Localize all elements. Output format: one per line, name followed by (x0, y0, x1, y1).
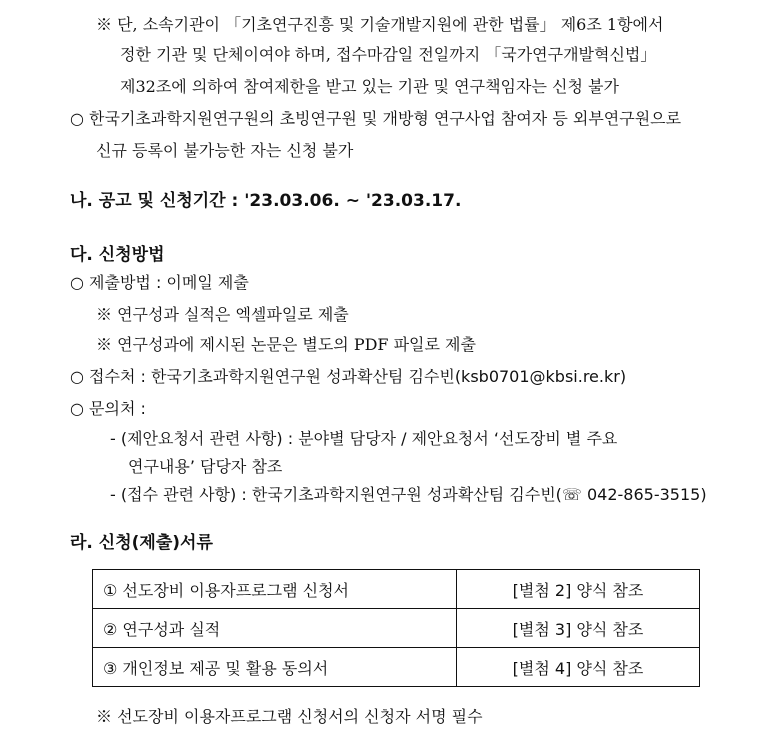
document-name: ① 선도장비 이용자프로그램 신청서 (93, 570, 457, 609)
document-form: [별첨 2] 양식 참조 (457, 570, 700, 609)
documents-table (92, 569, 700, 687)
receiver-contact: ○ 접수처 : 한국기초과학지원연구원 성과확산팀 김수빈(ksb0701@kbsi.re.kr) (70, 367, 627, 386)
section-documents-heading: 라. 신청(제출)서류 (70, 533, 213, 553)
inquiry-proposal-line-2: 연구내용’ 담당자 참조 (128, 457, 283, 476)
submission-method: ○ 제출방법 : 이메일 제출 (70, 273, 249, 292)
inquiry-reception: - (접수 관련 사항) : 한국기초과학지원연구원 성과확산팀 김수빈(☏ 042-865-3515) (110, 485, 707, 504)
submission-note-excel: ※ 연구성과 실적은 엑셀파일로 제출 (96, 305, 349, 324)
inquiry-label: ○ 문의처 : (70, 399, 146, 418)
signature-required-note: ※ 선도장비 이용자프로그램 신청서의 신청자 서명 필수 (96, 707, 483, 726)
section-application-method-heading: 다. 신청방법 (70, 245, 165, 265)
bullet-external-researcher-line-2: 신규 등록이 불가능한 자는 신청 불가 (96, 141, 354, 160)
note-eligibility-line-3: 제32조에 의하여 참여제한을 받고 있는 기관 및 연구책임자는 신청 불가 (120, 77, 619, 96)
bullet-external-researcher-line-1: ○ 한국기초과학지원연구원의 초빙연구원 및 개방형 연구사업 참여자 등 외부연구원으로 (70, 109, 682, 128)
note-eligibility-line-2: 정한 기관 및 단체이여야 하며, 접수마감일 전일까지 「국가연구개발혁신법」 (120, 45, 657, 64)
table-row (93, 609, 700, 648)
table-row (93, 648, 700, 687)
table-row (93, 570, 700, 609)
submission-note-pdf: ※ 연구성과에 제시된 논문은 별도의 PDF 파일로 제출 (96, 335, 476, 354)
note-eligibility-line-1: ※ 단, 소속기관이 「기초연구진흥 및 기술개발지원에 관한 법률」 제6조 1항에서 (96, 15, 664, 34)
document-name: ③ 개인정보 제공 및 활용 동의서 (93, 648, 457, 687)
inquiry-proposal-line-1: - (제안요청서 관련 사항) : 분야별 담당자 / 제안요청서 ‘선도장비 별 주요 (110, 429, 618, 448)
document-name: ② 연구성과 실적 (93, 609, 457, 648)
document-form: [별첨 4] 양식 참조 (457, 648, 700, 687)
document-form: [별첨 3] 양식 참조 (457, 609, 700, 648)
section-announcement-period-heading: 나. 공고 및 신청기간 : '23.03.06. ~ '23.03.17. (70, 191, 462, 211)
